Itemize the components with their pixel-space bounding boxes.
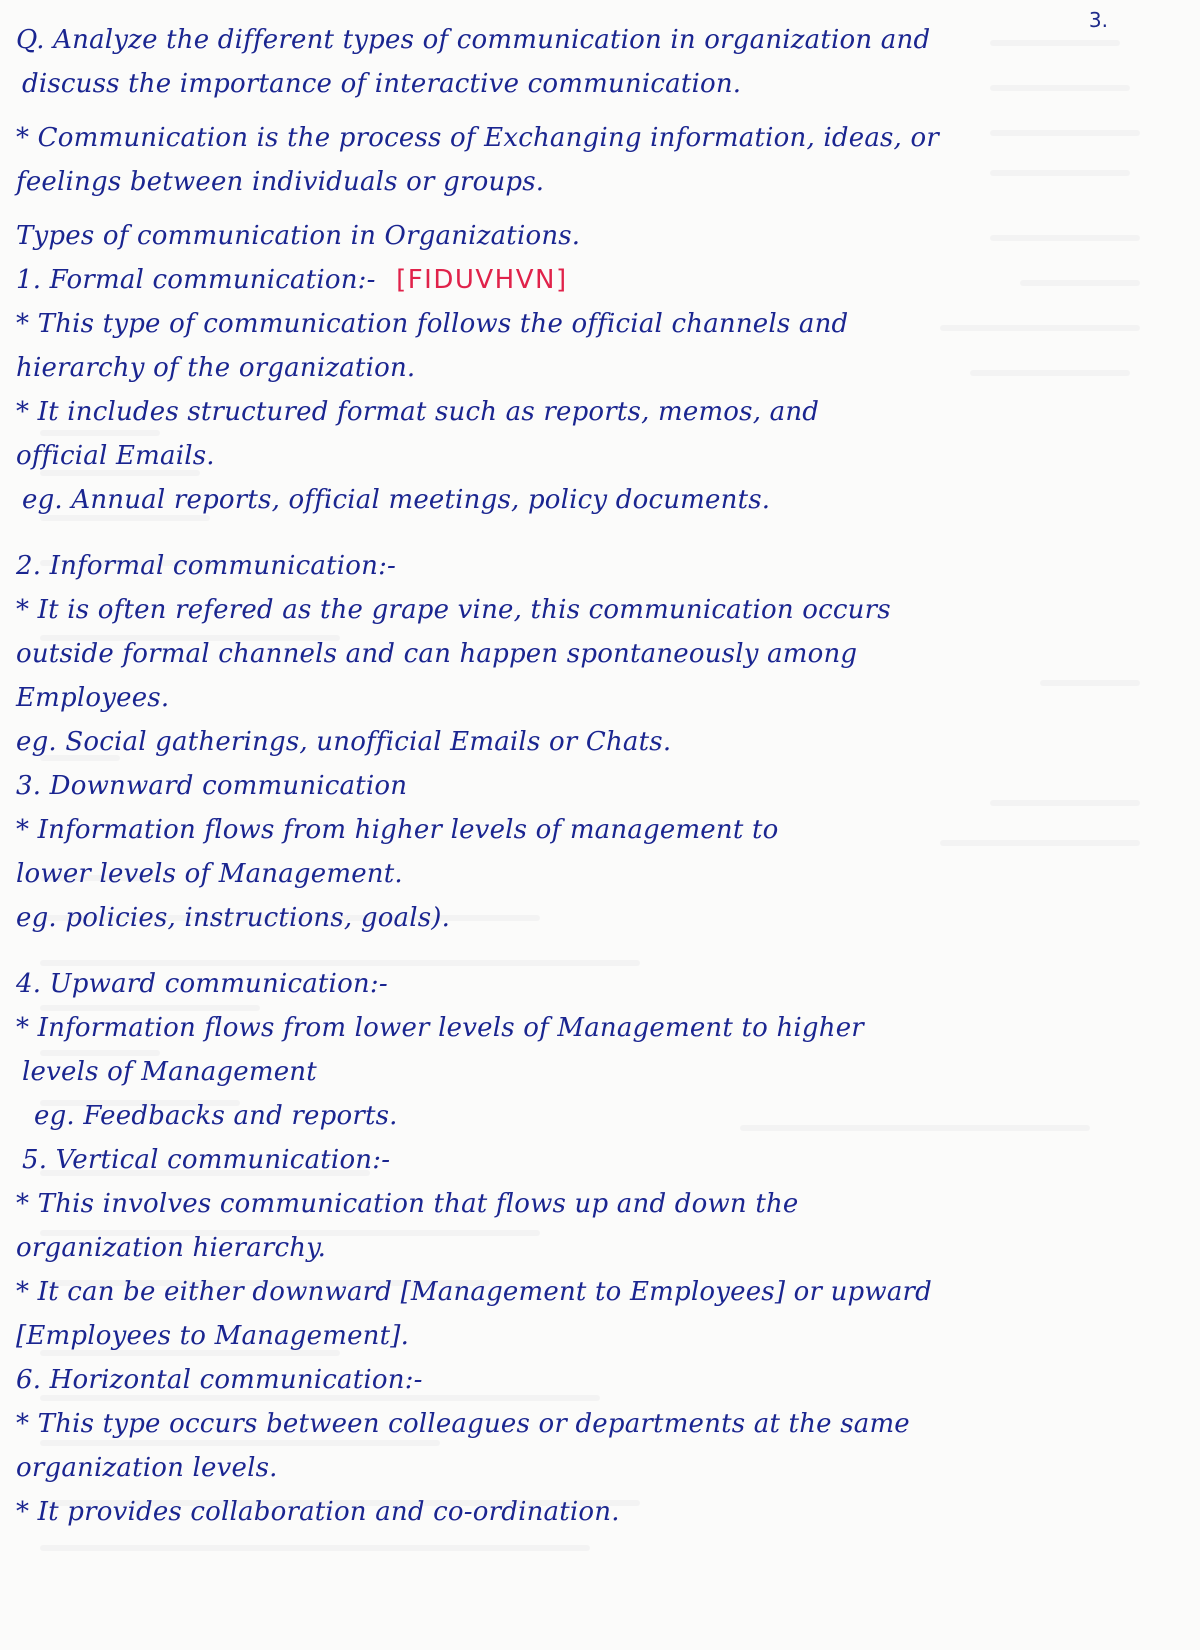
types-heading: Types of communication in Organizations. xyxy=(16,221,581,251)
section-downward xyxy=(16,764,1166,940)
section-line: * This type occurs between colleagues or departments at the same xyxy=(16,1409,910,1439)
section-line: hierarchy of the organization. xyxy=(16,353,416,383)
section-line: Employees. xyxy=(16,683,170,713)
section-line: * It is often refered as the grape vine, this communication occurs xyxy=(16,595,891,625)
section-line: levels of Management xyxy=(22,1057,317,1087)
handwritten-notes xyxy=(16,18,1166,1534)
section-line: * Information flows from higher levels of management to xyxy=(16,815,779,845)
section-example: eg. Feedbacks and reports. xyxy=(34,1101,398,1131)
section-line: * This type of communication follows the official channels and xyxy=(16,309,849,339)
section-horizontal xyxy=(16,1358,1166,1534)
section-line: * It provides collaboration and co-ordination. xyxy=(16,1497,620,1527)
section-line: * It includes structured format such as reports, memos, and xyxy=(16,397,820,427)
section-example: eg. policies, instructions, goals). xyxy=(16,903,451,933)
section-line: [Employees to Management]. xyxy=(16,1321,410,1351)
section-upward xyxy=(16,962,1166,1138)
definition-line: * Communication is the process of Exchanging information, ideas, or xyxy=(16,123,939,153)
definition-line: feelings between individuals or groups. xyxy=(16,167,545,197)
section-vertical xyxy=(16,1138,1166,1358)
section-informal xyxy=(16,544,1166,764)
section-heading: 5. Vertical communication:- xyxy=(22,1145,391,1175)
question xyxy=(16,18,1166,106)
section-heading: 2. Informal communication:- xyxy=(16,551,397,581)
section-heading: 1. Formal communication:- xyxy=(16,265,376,295)
section-line: organization levels. xyxy=(16,1453,278,1483)
mnemonic-label: [FIDUVHVN] xyxy=(396,265,568,295)
definition xyxy=(16,116,1166,204)
section-line: organization hierarchy. xyxy=(16,1233,327,1263)
section-line: * This involves communication that flows up and down the xyxy=(16,1189,799,1219)
section-line: * It can be either downward [Management to Employees] or upward xyxy=(16,1277,933,1307)
section-line: official Emails. xyxy=(16,441,215,471)
section-heading: 4. Upward communication:- xyxy=(16,969,388,999)
section-heading: 6. Horizontal communication:- xyxy=(16,1365,423,1395)
section-example: eg. Annual reports, official meetings, policy documents. xyxy=(22,485,771,515)
section-example: eg. Social gatherings, unofficial Emails or Chats. xyxy=(16,727,672,757)
page-number: 3. xyxy=(1088,8,1108,32)
section-line: * Information flows from lower levels of Management to higher xyxy=(16,1013,864,1043)
section-formal xyxy=(16,258,1166,522)
question-line: discuss the importance of interactive communication. xyxy=(22,69,742,99)
section-heading: 3. Downward communication xyxy=(16,771,408,801)
question-line: Q. Analyze the different types of communication in organization and xyxy=(16,25,931,55)
section-line: lower levels of Management. xyxy=(16,859,403,889)
section-line: outside formal channels and can happen spontaneously among xyxy=(16,639,858,669)
